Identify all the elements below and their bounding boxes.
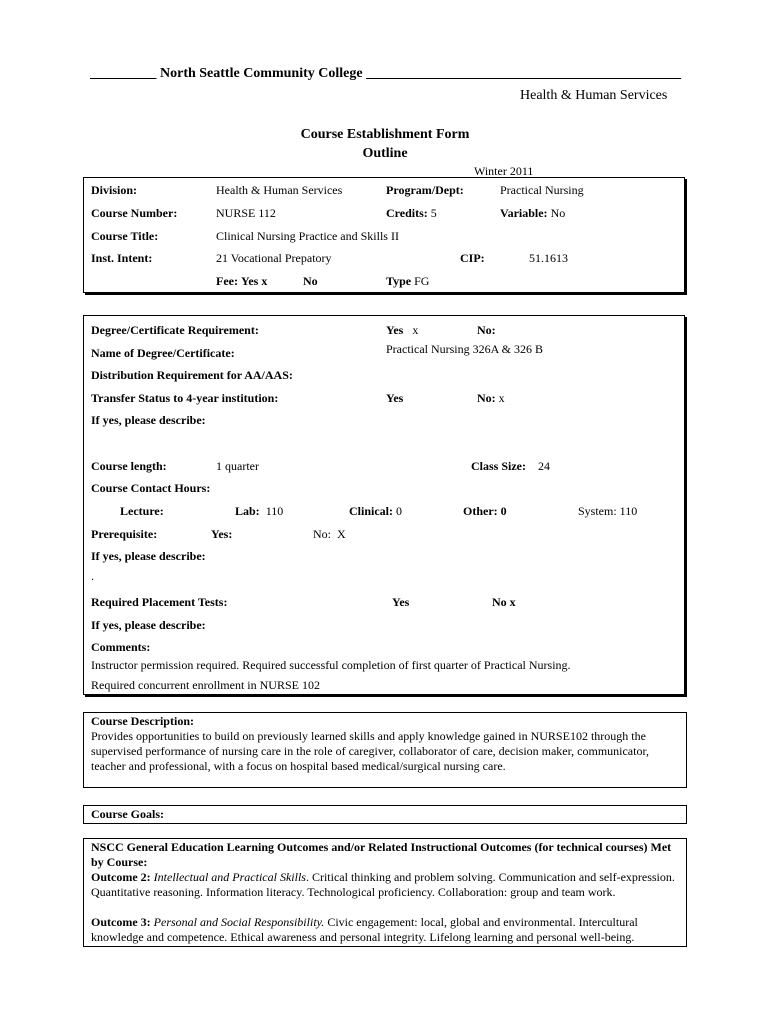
outcomes-heading: NSCC General Education Learning Outcomes and/or Related Instructional Outcomes (for technical courses) Met by Course:	[91, 840, 672, 869]
transfer-no-mark: x	[498, 391, 505, 405]
prereq-no-mark: X	[337, 527, 346, 541]
class-size-field	[471, 459, 550, 474]
transfer-no-field	[477, 391, 505, 406]
form-subtitle: Outline	[362, 146, 408, 161]
lab-value: 110	[265, 504, 284, 518]
prereq-no-field	[313, 527, 346, 542]
lecture-label: Lecture:	[120, 504, 164, 518]
form-title: Course Establishment Form	[300, 127, 470, 142]
fee-no: No	[303, 274, 318, 288]
goals-label: Course Goals:	[91, 807, 164, 821]
transfer-label: Transfer Status to 4-year institution:	[91, 391, 279, 405]
variable-label: Variable:	[500, 206, 548, 220]
placement-no: No x	[492, 595, 516, 609]
description-label: Course Description:	[91, 714, 194, 728]
class-size-label: Class Size:	[471, 459, 526, 473]
variable-value: No	[550, 206, 566, 220]
outcome-2	[91, 870, 683, 900]
credits-value: 5	[430, 206, 437, 220]
degree-req-yes: Yes	[386, 323, 404, 337]
fee-yes-mark: x	[261, 274, 268, 288]
comments-line-1: Instructor permission required. Required successful completion of first quarter of Practical Nursing.	[91, 658, 571, 672]
outcome-3-title: Personal and Social Responsibility.	[153, 915, 325, 929]
contact-hours-label: Course Contact Hours:	[91, 481, 211, 495]
division-value: Health & Human Services	[216, 183, 343, 197]
outcome-2-text: . Critical thinking and problem solving. Communication and self-expression. Quantitative reasoning. Information literacy. Technological proficiency. Collaboration: group and team work.	[91, 870, 675, 899]
fee-yes: Yes	[240, 274, 259, 288]
cip-value: 51.1613	[529, 251, 568, 265]
degree-req-label: Degree/Certificate Requirement:	[91, 323, 259, 337]
distribution-label: Distribution Requirement for AA/AAS:	[91, 368, 293, 382]
transfer-no: No:	[477, 391, 496, 405]
program-value: Practical Nursing	[500, 183, 584, 197]
clinical-label: Clinical:	[349, 504, 393, 518]
course-number-value: NURSE 112	[216, 206, 276, 220]
inst-intent-value: 21 Vocational Prepatory	[216, 251, 332, 265]
goals-box	[83, 805, 687, 824]
division-label: Division:	[91, 183, 138, 197]
comments-line-2: Required concurrent enrollment in NURSE 102	[91, 678, 320, 692]
department-line: Health & Human Services	[520, 88, 668, 103]
type-value: FG	[414, 274, 430, 288]
type-field	[386, 274, 429, 289]
if-yes-describe-2: If yes, please describe:	[91, 549, 206, 563]
outcome-3-label: Outcome 3:	[91, 915, 151, 929]
variable-field	[500, 206, 565, 221]
outcome-2-label: Outcome 2:	[91, 870, 151, 884]
placement-yes: Yes	[392, 595, 410, 609]
inst-intent-label: Inst. Intent:	[91, 251, 153, 265]
outcome-3	[91, 915, 683, 945]
comments-label: Comments:	[91, 640, 151, 654]
degree-name-label: Name of Degree/Certificate:	[91, 346, 235, 360]
fee-field	[216, 274, 267, 289]
fee-label: Fee:	[216, 274, 238, 288]
prereq-yes: Yes:	[211, 527, 233, 541]
term: Winter 2011	[474, 164, 534, 178]
if-yes-describe-1: If yes, please describe:	[91, 413, 206, 427]
prereq-label: Prerequisite:	[91, 527, 158, 541]
system-hours: System: 110	[578, 504, 638, 518]
course-title-label: Course Title:	[91, 229, 159, 243]
degree-req-no: No:	[477, 323, 496, 337]
clinical-field	[349, 504, 402, 519]
degree-name-value: Practical Nursing 326A & 326 B	[386, 342, 543, 356]
prereq-no: No:	[313, 527, 331, 541]
other-hours: Other: 0	[463, 504, 507, 518]
degree-req-yes-mark: x	[412, 323, 419, 337]
lab-label: Lab:	[235, 504, 260, 518]
lab-field	[235, 504, 283, 519]
cip-label: CIP:	[460, 251, 485, 265]
type-label: Type	[386, 274, 412, 288]
course-length-label: Course length:	[91, 459, 167, 473]
description-text: Provides opportunities to build on previously learned skills and apply knowledge gained in NURSE102 through the supervised performance of nursing care in the role of caregiver, collaborator of care, decision maker, communicator, teacher and professional, with a focus on hospital based medical/surgical nursing care.	[91, 729, 649, 773]
class-size-value: 24	[538, 459, 550, 473]
outcome-2-title: Intellectual and Practical Skills	[153, 870, 306, 884]
transfer-yes: Yes	[386, 391, 404, 405]
credits-label: Credits:	[386, 206, 428, 220]
degree-req-yes-field	[386, 323, 418, 338]
course-length-value: 1 quarter	[216, 459, 259, 473]
college-line	[90, 66, 681, 82]
program-label: Program/Dept:	[386, 183, 464, 197]
course-title-value: Clinical Nursing Practice and Skills II	[216, 229, 399, 243]
course-number-label: Course Number:	[91, 206, 178, 220]
dot-mark: .	[91, 569, 94, 583]
if-yes-describe-3: If yes, please describe:	[91, 618, 206, 632]
placement-label: Required Placement Tests:	[91, 595, 228, 609]
college-name: North Seattle Community College	[160, 66, 363, 81]
outcome-3-text: Civic engagement: local, global and environmental. Intercultural knowledge and competence. Ethical awareness and personal integrity. Lifelong learning and personal well-being.	[91, 915, 638, 944]
credits-field	[386, 206, 437, 221]
clinical-value: 0	[396, 504, 402, 518]
